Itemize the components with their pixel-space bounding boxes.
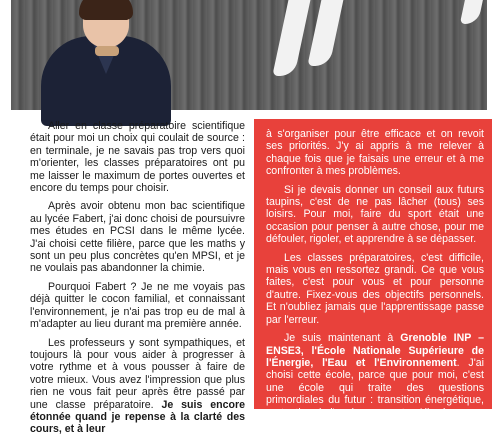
portrait-photo: [11, 0, 487, 110]
school-name: Grenoble INP – ENSE3, l'École Nationale Supérieure de l'Énergie, l'Eau et l'Environnement: [266, 332, 484, 369]
paragraph: [266, 332, 484, 419]
paragraph-text: Les professeurs y sont sympathiques, et toujours là pour vous aider à progresser à votre rythme et à vous pousser à faire de votre mieux. Vous avez l'impression que plus rien ne vous fait peur après être passé par une classe préparatoire.: [30, 336, 245, 411]
paragraph: Les classes préparatoires, c'est difficile, mais vous en ressortez grandi. Ce que vous faites, c'est pour vous et pour personne d'autre. Fixez-vous des objectifs personnels. Et n'oubliez jamais que l'apprentissage passe par l'erreur.: [266, 251, 484, 326]
paragraph-text: . J'ai choisi cette école, parce que pour moi, c'est une école qui traite des questions primordiales du futur : transition énergétique, protection de l'environnement… Aller à: [266, 356, 484, 419]
paragraph-highlight: Je suis encore étonnée quand je repense à la clarté des cours, et à leur: [30, 398, 246, 436]
testimonial-right-column: [254, 119, 492, 419]
quote-mark-shape: [460, 0, 484, 24]
paragraph: Pourquoi Fabert ? Je ne me voyais pas déjà quitter le cocon familial, et connaissant l'environnement, je n'ai pas trop eu de mal à m'adapter au lieu durant ma première année.: [30, 280, 245, 331]
paragraph: Si je devais donner un conseil aux futurs taupins, c'est de ne pas lâcher (tous) ses loisirs. Pour moi, faire du sport était une occasion pour penser à autre chose, pour me défouler, rigoler, et apprendre à se dépasser.: [266, 183, 484, 246]
paragraph: Après avoir obtenu mon bac scientifique au lycée Fabert, j'ai donc choisi de poursuivre mes études en PCSI dans le même lycée. J'ai choisi cette filière, parce que les maths y sont un peu plus concrètes qu'en MPSI, et je ne voulais pas abandonner la chimie.: [30, 200, 245, 275]
quote-mark-shape: [272, 0, 311, 76]
paragraph-text: Je suis maintenant à: [284, 332, 394, 345]
testimonial-left-column: [30, 120, 245, 442]
quote-mark-shape: [307, 0, 344, 66]
student-figure: [31, 0, 181, 116]
paragraph: [30, 337, 245, 436]
paragraph: Aller en classe préparatoire scientifique était pour moi un choix qui coulait de source : en terminale, je ne savais pas trop vers quoi m'orienter, les classes préparatoires ont pu me laisser le maximum de portes ouvertes et encore du temps pour choisir.: [30, 120, 245, 195]
paragraph: à s'organiser pour être efficace et on revoit ses priorités. J'y ai appris à me relever à chaque fois que je faisais une erreur et à me confronter à mes problèmes.: [266, 128, 484, 178]
